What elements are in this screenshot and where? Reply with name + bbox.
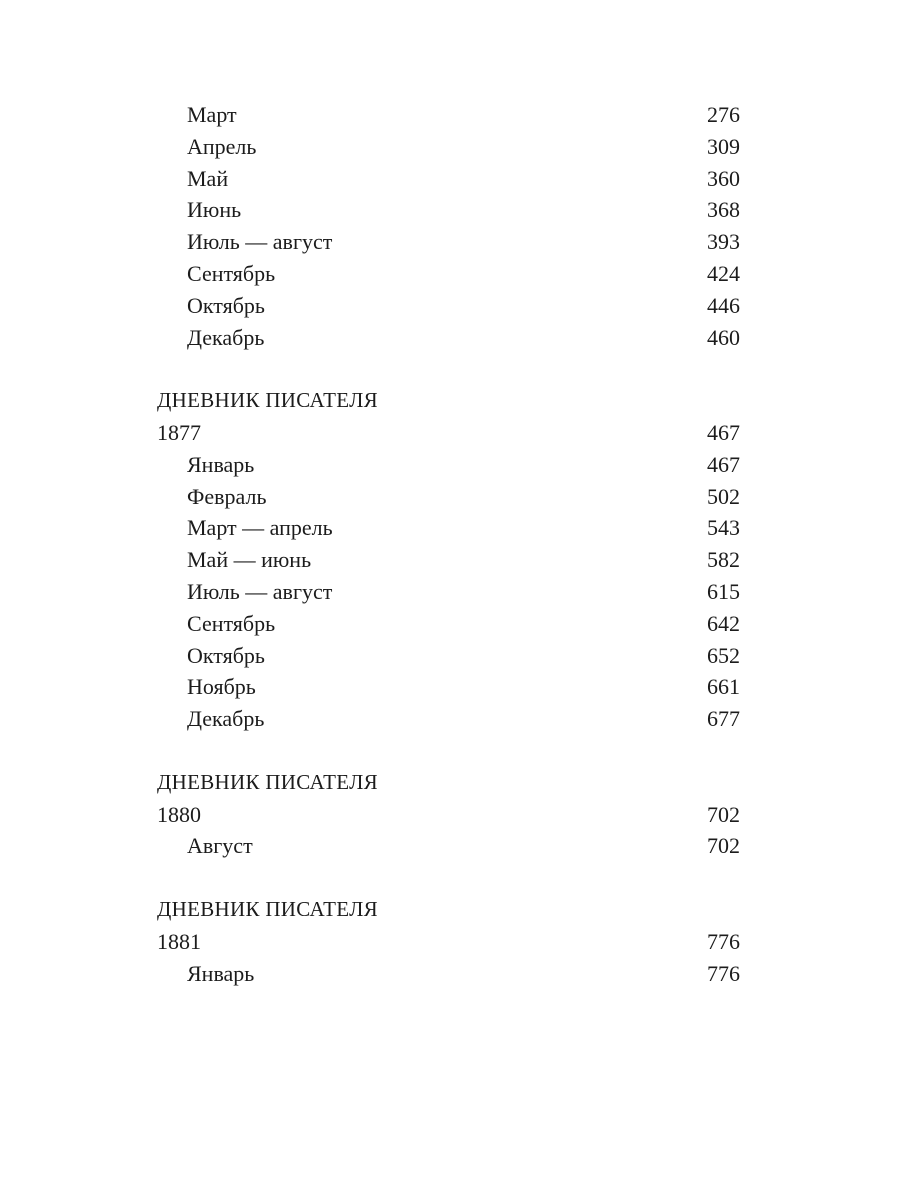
- toc-entry-label: Декабрь: [187, 324, 265, 350]
- toc-entry-page: 661: [707, 674, 740, 700]
- toc-entry-page: 702: [707, 833, 740, 859]
- toc-entry[interactable]: [157, 958, 740, 990]
- toc-section-1880: [157, 767, 740, 862]
- toc-entry[interactable]: [157, 481, 740, 513]
- toc-entry-label: Июль — август: [187, 578, 333, 604]
- toc-year-label: 1881: [157, 928, 201, 954]
- toc-year-entry[interactable]: [157, 417, 740, 449]
- section-spacer: [157, 353, 740, 385]
- toc-entry[interactable]: [157, 290, 740, 322]
- toc-entry-label: Январь: [187, 451, 255, 477]
- toc-entry-label: Сентябрь: [187, 260, 276, 286]
- toc-entry-page: 309: [707, 133, 740, 159]
- toc-entry-label: Февраль: [187, 483, 267, 509]
- toc-entry-label: Май — июнь: [187, 547, 312, 573]
- toc-entry-page: 615: [707, 578, 740, 604]
- table-of-contents: [157, 99, 740, 989]
- toc-entry[interactable]: [157, 163, 740, 195]
- toc-entry-page: 543: [707, 515, 740, 541]
- toc-year-page: 776: [707, 928, 740, 954]
- section-heading: [157, 894, 740, 926]
- toc-entry-label: Апрель: [187, 133, 257, 159]
- section-heading-text: ДНЕВНИК ПИСАТЕЛЯ: [157, 896, 378, 921]
- toc-section-1881: [157, 894, 740, 989]
- toc-entry-page: 460: [707, 324, 740, 350]
- toc-entry-page: 276: [707, 102, 740, 127]
- toc-entry[interactable]: [157, 226, 740, 258]
- toc-entry[interactable]: [157, 131, 740, 163]
- toc-entry[interactable]: [157, 512, 740, 544]
- toc-entry-page: 360: [707, 165, 740, 191]
- toc-entry[interactable]: [157, 258, 740, 290]
- toc-entry[interactable]: [157, 194, 740, 226]
- toc-entry[interactable]: [157, 608, 740, 640]
- toc-entry-page: 776: [707, 960, 740, 986]
- toc-entry-label: Октябрь: [187, 292, 265, 318]
- toc-year-entry[interactable]: [157, 926, 740, 958]
- toc-entry-page: 446: [707, 292, 740, 318]
- toc-entry-page: 582: [707, 547, 740, 573]
- toc-entry[interactable]: [157, 322, 740, 354]
- toc-entry-page: 424: [707, 260, 740, 286]
- toc-entry[interactable]: [157, 449, 740, 481]
- toc-entry-page: 393: [707, 229, 740, 255]
- section-heading: [157, 385, 740, 417]
- toc-entry-label: Октябрь: [187, 642, 265, 668]
- toc-section-1877: [157, 385, 740, 735]
- toc-entry-page: 368: [707, 197, 740, 223]
- toc-entry[interactable]: [157, 544, 740, 576]
- toc-entry-page: 652: [707, 642, 740, 668]
- section-spacer: [157, 862, 740, 894]
- toc-entry-page: 502: [707, 483, 740, 509]
- toc-entry[interactable]: [157, 830, 740, 862]
- toc-entry-label: Март — апрель: [187, 515, 333, 541]
- toc-entry-label: Август: [187, 833, 253, 859]
- toc-entry-label: Декабрь: [187, 706, 265, 732]
- section-heading: [157, 767, 740, 799]
- toc-entry-label: Июнь: [187, 197, 242, 223]
- toc-section: [157, 99, 740, 353]
- toc-entry-label: Январь: [187, 960, 255, 986]
- toc-entry-label: Май: [187, 165, 229, 191]
- toc-entry-label: Июль — август: [187, 229, 333, 255]
- toc-entry[interactable]: [157, 640, 740, 672]
- toc-entry-label: Март: [187, 102, 237, 127]
- toc-year-page: 467: [707, 419, 740, 445]
- section-spacer: [157, 735, 740, 767]
- toc-year-label: 1880: [157, 801, 201, 827]
- toc-entry[interactable]: [157, 576, 740, 608]
- toc-year-entry[interactable]: [157, 799, 740, 831]
- toc-entry[interactable]: [157, 99, 740, 131]
- toc-entry-page: 642: [707, 610, 740, 636]
- toc-entry-label: Ноябрь: [187, 674, 256, 700]
- toc-year-label: 1877: [157, 419, 201, 445]
- toc-entry-page: 677: [707, 706, 740, 732]
- toc-entry[interactable]: [157, 671, 740, 703]
- toc-year-page: 702: [707, 801, 740, 827]
- section-heading-text: ДНЕВНИК ПИСАТЕЛЯ: [157, 769, 378, 794]
- toc-entry-label: Сентябрь: [187, 610, 276, 636]
- toc-entry-page: 467: [707, 451, 740, 477]
- toc-entry[interactable]: [157, 703, 740, 735]
- section-heading-text: ДНЕВНИК ПИСАТЕЛЯ: [157, 388, 378, 413]
